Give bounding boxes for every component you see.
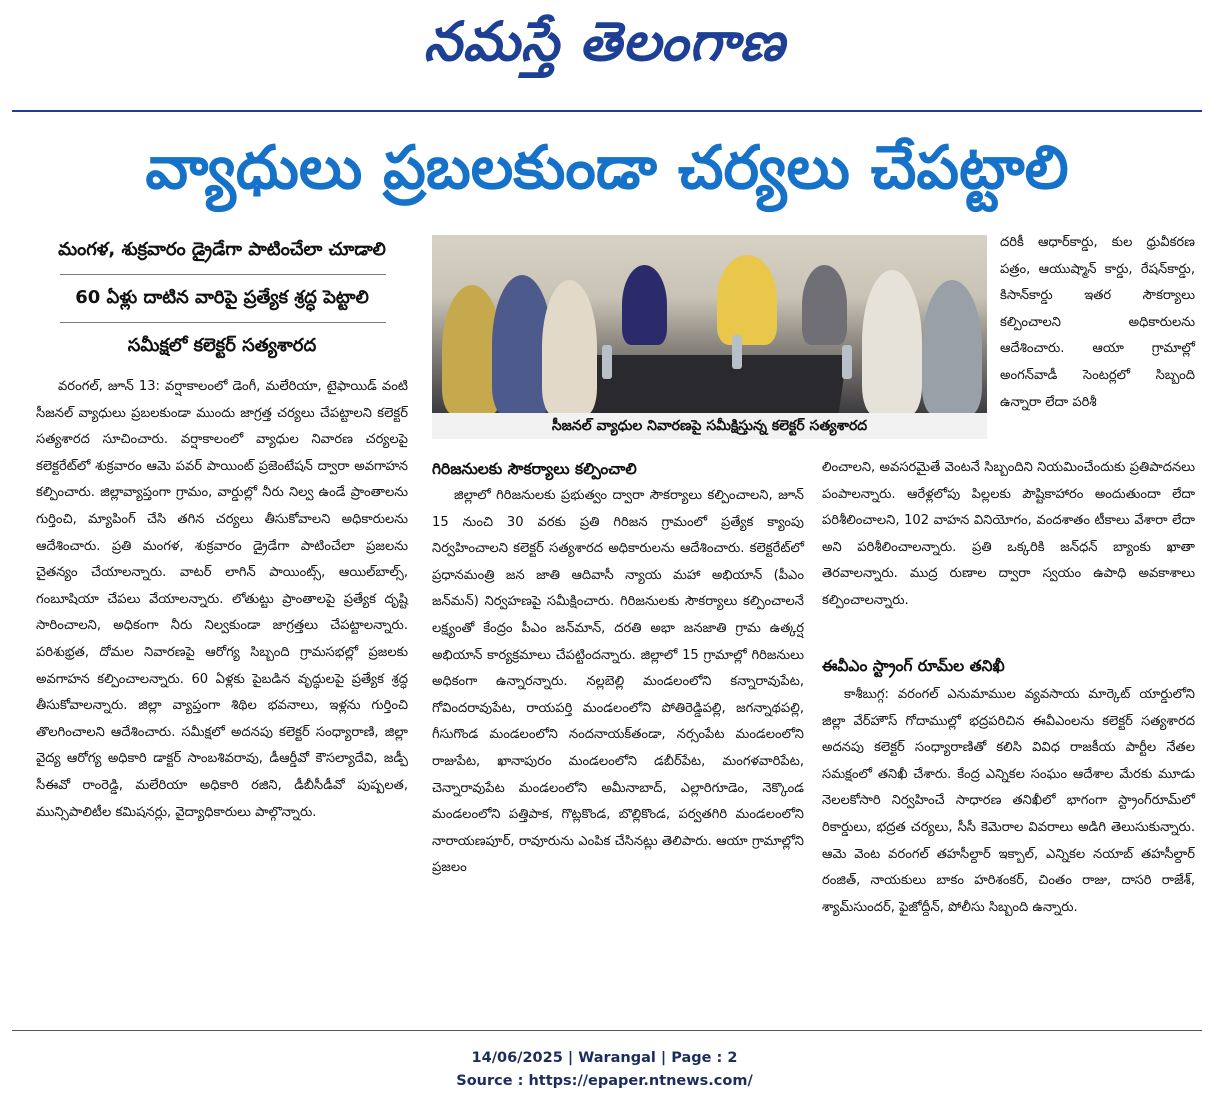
photo-person bbox=[922, 280, 982, 413]
photo-person bbox=[542, 280, 597, 413]
photo-bottle bbox=[602, 345, 612, 379]
footer-date-line: 14/06/2025 | Warangal | Page : 2 bbox=[471, 1050, 738, 1066]
news-photo bbox=[432, 235, 987, 413]
article-column-2 bbox=[432, 483, 804, 1013]
article-body-3-top: దరికీ ఆధార్‌కార్డు, కుల ధ్రువీకరణ పత్రం, ఆయుష్మాన్ కార్డు, రేషన్‌కార్డు, కిసాన్‌కార్డు ఇతర సౌకర్యాలు కల్పించాలని అధికారులను ఆదేశించారు. ఆయా గ్రామాల్లో అంగన్‌వాడీ సెంటర్లలో సిబ్బంది ఉన్నారా లేదా పరిశీ bbox=[1000, 235, 1195, 410]
article-column-3-mid bbox=[822, 455, 1195, 640]
photo-person bbox=[802, 265, 847, 345]
article-body-3-bottom: కాశీబుగ్గ: వరంగల్ ఎనుమాముల వ్యవసాయ మార్కెట్ యార్డులోని జిల్లా వేర్‌హౌస్ గోదాముల్లో భద్రపరిచిన ఈవీఎంలను కలెక్టర్ సత్యశారద అదనపు కలెక్టర్ సంధ్యారాణితో కలిసి వివిధ రాజకీయ పార్టీల నేతల సమక్షంలో తనిఖీ చేశారు. కేంద్ర ఎన్నికల సంఘం ఆదేశాల మేరకు మూడు నెలలకోసారి నిర్వహించే సాధారణ తనిఖీలో భాగంగా స్ట్రాంగ్‌రూమ్‌లో రికార్డులు, భద్రత చర్యలు, సీసీ కెమెరాల వివరాలు అడిగి తెలుసుకున్నారు. ఆమె వెంట వరంగల్ తహసీల్దార్ ఇక్బాల్, ఎన్నికల నయాబ్ తహసీల్దార్ రంజిత్, నాయకులు బాకం హరిశంకర్, చింతం రాజు, దాసరి రాజేశ్, శ్యామ్‌సుందర్, ఫైజోద్దీన్, పోలీసు సిబ్బంది ఉన్నారు. bbox=[822, 687, 1195, 915]
article-body-2: జిల్లాలో గిరిజనులకు ప్రభుత్వం ద్వారా సౌకర్యాలు కల్పించాలని, జూన్ 15 నుంచి 30 వరకు ప్రతి గిరిజన గ్రామంలో ప్రత్యేక క్యాంపు నిర్వహించాలని కలెక్టర్ సత్యశారద అధికారులను ఆదేశించారు. కలెక్టరేట్‌లో ప్రధానమంత్రి జన జాతి ఆదివాసీ న్యాయ మహా అభియాన్ (పీఎం జన్‌మన్) నిర్వహణపై సమీక్షించారు. గిరిజనులకు సౌకర్యాలు కల్పించాలనే లక్ష్యంతో కేంద్రం పీఎం జన్‌మాన్, దరతి అభా జనజాతి గ్రామ ఉత్కర్ష అభియాన్ కార్యక్రమాలు చేపట్టిందన్నారు. జిల్లాలో 15 గ్రామాల్లో గిరిజనులు అధికంగా ఉన్నారన్నారు. నల్లబెల్లి మండలంలోని కన్నారావుపేట, గోవిందరావుపేట, రాయపర్తి మండలంలోని పోతిరెడ్డిపల్లి, జగన్నాథపల్లి, గీసుగొండ మండలంలోని నందనాయక్‌తండా, నర్సంపేట మండలంలోని రాజుపేట, ఖానాపురం మండలంలోని డబీర్‌పేట, మంగళవారిపేట, చెన్నారావుపేట మండలంలోని అమీనాబాద్, ఎల్లారిగూడెం, నెక్కొండ మండలంలోని పత్తిపాక, గొట్లకొండ, బొల్లికొండ, పర్వతగిరి మండలంలోని నారాయణపూర్, రావూరును ఎంపిక చేసినట్లు తెలిపారు. ఆయా గ్రామాల్లోని ప్రజలం bbox=[432, 488, 804, 876]
subhead-3: సమీక్షలో కలెక్టర్ సత్యశారద bbox=[127, 335, 317, 356]
photo-bottle bbox=[732, 335, 742, 369]
footer-source-line[interactable]: Source : https://epaper.ntnews.com/ bbox=[456, 1073, 753, 1089]
headline: వ్యాధులు ప్రబలకుండా చర్యలు చేపట్టాలి bbox=[145, 133, 1069, 203]
article-body-3-mid: లించాలని, అవసరమైతే వెంటనే సిబ్బందిని నియమించేందుకు ప్రతిపాదనలు పంపాలన్నారు. ఆరేళ్లలోపు పిల్లలకు పౌష్టికాహారం అందుతుందా లేదా పరిశీలించాలని, 102 వాహన వినియోగం, వందశాతం టీకాలు వేశారా లేదా అని పరిశీలించాలన్నారు. ప్రతి ఒక్కరికి జన్‌ధన్ బ్యాంకు ఖాతా తెరవాలన్నారు. ముద్ర రుణాల ద్వారా స్వయం ఉపాధి అవకాశాలు కల్పించాలన్నారు. bbox=[822, 460, 1195, 608]
photo-bottle bbox=[842, 345, 852, 379]
article-column-3-top bbox=[1000, 230, 1195, 445]
subhead-2: 60 ఏళ్లు దాటిన వారిపై ప్రత్యేక శ్రద్ధ పెట్టాలి bbox=[75, 287, 369, 308]
photo-table bbox=[577, 355, 847, 413]
bottom-rule bbox=[12, 1030, 1202, 1031]
masthead-rule-top bbox=[12, 110, 1202, 112]
photo-caption: సీజనల్ వ్యాధుల నివారణపై సమీక్షిస్తున్న కలెక్టర్ సత్యశారద bbox=[432, 413, 987, 439]
masthead: నమస్తే తెలంగాణ bbox=[423, 9, 786, 73]
article-body-1: వరంగల్, జూన్ 13: వర్షాకాలంలో డెంగీ, మలేరియా, టైఫాయిడ్ వంటి సీజనల్ వ్యాధులు ప్రబలకుండా ముందు జాగ్రత్త చర్యలు చేపట్టాలని కలెక్టర్ సత్యశారద సూచించారు. వర్షాకాలంలో వ్యాధుల నివారణ చర్యలపై కలెక్టరేట్‌లో శుక్రవారం ఆమె పవర్ పాయింట్ ప్రజెంటేషన్ ద్వారా అవగాహన కల్పించారు. జిల్లావ్యాప్తంగా గ్రామం, వార్డుల్లో నీరు నిల్వ ఉండే ప్రాంతాలను గుర్తించి, మ్యాపింగ్ చేసి తగిన చర్యలు తీసుకోవాలని అధికారులను ఆదేశించారు. ప్రతి మంగళ, శుక్రవారం డ్రైడేగా పాటించేలా ప్రజలను చైతన్యం చేయాలన్నారు. వాటర్ లాగిన్ పాయింట్స్, ఆయిల్‌బాల్స్, గంబూషియా చేపలు వేయాలన్నారు. లోతుట్టు ప్రాంతాలపై ప్రత్యేక దృష్టి సారించాలని, అధికంగా నీరు నిల్వకుండా జాగ్రత్తలు చేపట్టాలన్నారు. పరిశుభ్రత, దోమల నివారణపై ఆరోగ్య సిబ్బంది గ్రామసభల్లో ప్రజలకు అవగాహన కల్పించాలన్నారు. 60 ఏళ్లకు పైబడిన వృద్ధులపై ప్రత్యేక శ్రద్ధ తీసుకోవాలన్నారు. జిల్లా వ్యాప్తంగా శిథిల భవనాలు, ఇళ్లను గుర్తించి తొలగించాలని ఆదేశించారు. సమీక్షలో అదనపు కలెక్టర్ సంధ్యారాణి, జిల్లా వైద్య ఆరోగ్య అధికారి డాక్టర్ సాంబశివరావు, డీఆర్డీవో కౌసల్యాదేవి, జడ్పీ సీఈవో రాంరెడ్డి, మలేరియా అధికారి రజిని, డీబీసీడీవో పుష్పలత, మున్సిపాలిటీల కమిషనర్లు, వైద్యాధికారులు పాల్గొన్నారు. bbox=[36, 379, 408, 820]
section-heading-2: గిరిజనులకు సౌకర్యాలు కల్పించాలి bbox=[432, 460, 637, 478]
photo-person bbox=[717, 255, 777, 345]
photo-person bbox=[862, 270, 922, 413]
article-column-3-bottom bbox=[822, 682, 1195, 1022]
photo-person bbox=[622, 265, 667, 345]
subhead-divider bbox=[60, 274, 386, 275]
subhead-1: మంగళ, శుక్రవారం డ్రైడేగా పాటించేలా చూడాలి bbox=[58, 239, 386, 260]
subhead-divider bbox=[60, 322, 386, 323]
section-heading-3: ఈవీఎం స్ట్రాంగ్ రూమ్‌ల తనిఖీ bbox=[822, 657, 1005, 675]
article-column-1 bbox=[36, 374, 408, 1014]
